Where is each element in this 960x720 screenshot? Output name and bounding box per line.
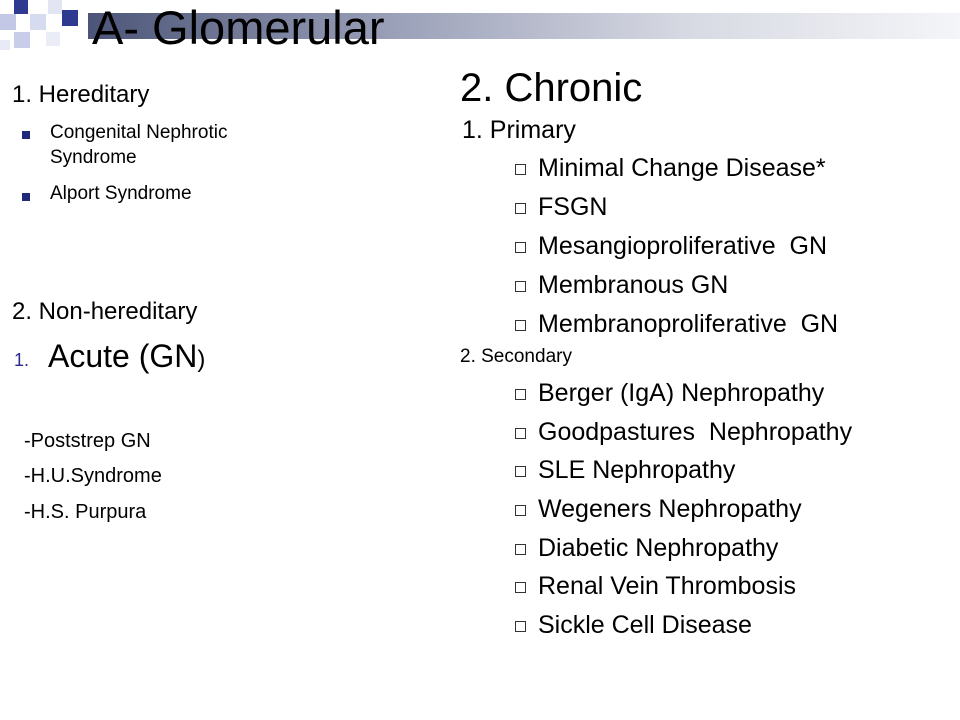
decor-square (30, 14, 46, 30)
hollow-square-bullet-icon (515, 389, 526, 400)
list-item: SLE Nephropathy (538, 456, 736, 484)
hollow-square-bullet-icon (515, 582, 526, 593)
decor-square (62, 10, 78, 26)
hollow-square-bullet-icon (515, 242, 526, 253)
list-item: Renal Vein Thrombosis (538, 572, 797, 600)
hollow-square-bullet-icon (515, 203, 526, 214)
list-item: -Poststrep GN (24, 430, 151, 452)
list-item: Mesangioproliferative GN (538, 232, 828, 260)
primary-heading: 1. Primary (462, 116, 576, 144)
acute-paren: ) (197, 346, 206, 373)
hollow-square-bullet-icon (515, 621, 526, 632)
hollow-square-bullet-icon (515, 281, 526, 292)
decor-square (0, 14, 16, 30)
decor-square (0, 40, 10, 50)
hereditary-heading: 1. Hereditary (12, 81, 150, 108)
list-item: FSGN (538, 193, 608, 221)
list-number: 1. (14, 350, 30, 370)
decor-square (14, 32, 30, 48)
acute-label: Acute (GN (48, 338, 198, 374)
list-item: Sickle Cell Disease (538, 611, 752, 639)
list-item: Membranous GN (538, 271, 729, 299)
list-item: -H.U.Syndrome (24, 465, 162, 487)
list-item: Membranoproliferative GN (538, 310, 839, 338)
list-item: Wegeners Nephropathy (538, 495, 802, 523)
slide-title: A- Glomerular (92, 1, 385, 54)
hollow-square-bullet-icon (515, 164, 526, 175)
square-bullet-icon (22, 131, 30, 139)
list-item: Alport Syndrome (50, 183, 192, 204)
secondary-heading: 2. Secondary (460, 346, 572, 367)
decor-square (14, 0, 28, 14)
list-item: Minimal Change Disease* (538, 154, 826, 182)
hollow-square-bullet-icon (515, 428, 526, 439)
square-bullet-icon (22, 193, 30, 201)
list-item: Goodpastures Nephropathy (538, 418, 853, 446)
hollow-square-bullet-icon (515, 505, 526, 516)
nonhereditary-heading: 2. Non-hereditary (12, 298, 198, 325)
chronic-heading: 2. Chronic (460, 66, 643, 110)
list-item: Congenital Nephrotic (50, 122, 228, 143)
hollow-square-bullet-icon (515, 466, 526, 477)
decor-square (46, 32, 60, 46)
list-item: Diabetic Nephropathy (538, 534, 779, 562)
list-item: Berger (IgA) Nephropathy (538, 379, 825, 407)
acute-heading (48, 339, 205, 374)
list-item: -H.S. Purpura (24, 501, 147, 523)
decor-square (48, 0, 62, 14)
list-item: Syndrome (50, 147, 137, 168)
hollow-square-bullet-icon (515, 320, 526, 331)
hollow-square-bullet-icon (515, 544, 526, 555)
